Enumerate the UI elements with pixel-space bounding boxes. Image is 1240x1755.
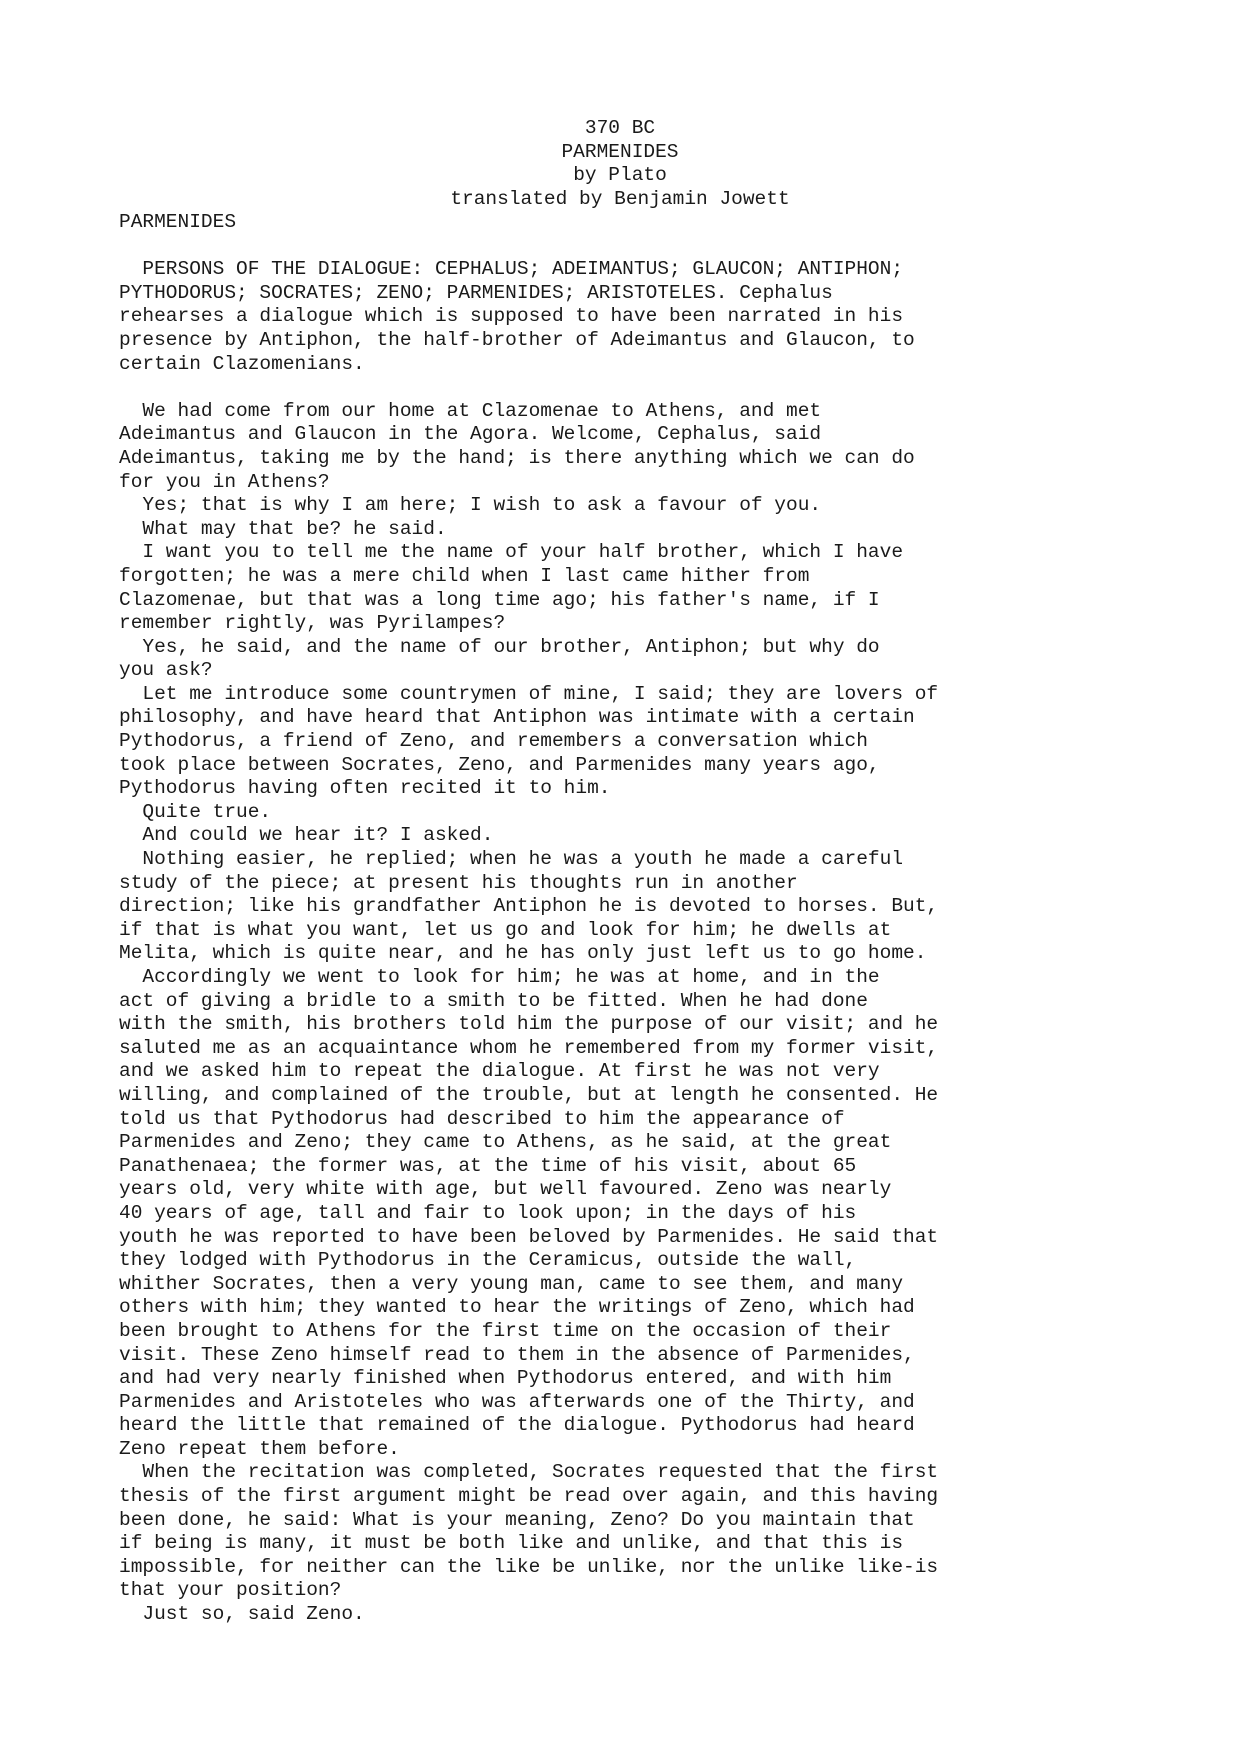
text-line: whither Socrates, then a very young man, came to see them, and many [119,1272,904,1295]
text-line: We had come from our home at Clazomenae to Athens, and met [119,399,822,422]
text-line: Let me introduce some countrymen of mine, I said; they are lovers of [119,682,939,705]
text-line: visit. These Zeno himself read to them in the absence of Parmenides, [119,1343,915,1366]
text-line [119,235,1129,259]
text-line: I want you to tell me the name of your half brother, which I have [119,541,904,564]
text-line: told us that Pythodorus had described to him the appearance of [119,1107,845,1130]
text-line: that your position? [119,1579,342,1602]
text-line: act of giving a bridle to a smith to be fitted. When he had done [119,989,868,1012]
text-line: certain Clazomenians. [119,352,365,375]
text-line: remember rightly, was Pyrilampes? [119,612,506,635]
header-translator: translated by Benjamin Jowett [450,187,790,210]
text-line: Panathenaea; the former was, at the time of his visit, about 65 [119,1154,857,1177]
text-line: and had very nearly finished when Pythodorus entered, and with him [119,1367,892,1390]
text-line: you ask? [119,659,213,682]
text-line: PARMENIDES [119,211,237,233]
text-line: others with him; they wanted to hear the writings of Zeno, which had [119,1296,915,1319]
text-line: Adeimantus and Glaucon in the Agora. Welcome, Cephalus, said [119,423,822,446]
text-line: they lodged with Pythodorus in the Ceramicus, outside the wall, [119,1249,857,1272]
text-line [119,376,1129,400]
text-line: if that is what you want, let us go and look for him; he dwells at [119,918,892,941]
header-title: PARMENIDES [561,140,679,163]
text-line: Accordingly we went to look for him; he was at home, and in the [119,966,880,988]
text-line: willing, and complained of the trouble, but at length he consented. He [119,1083,939,1106]
text-line: study of the piece; at present his thoughts run in another [119,871,798,894]
header-date: 370 BC [584,117,656,139]
text-line: philosophy, and have heard that Antiphon was intimate with a certain [119,706,915,729]
text-line: rehearses a dialogue which is supposed to have been narrated in his [119,305,904,328]
text-line: Clazomenae, but that was a long time ago; his father's name, if I [119,588,880,611]
text-line: direction; like his grandfather Antiphon he is devoted to horses. But, [119,895,939,918]
text-line: heard the little that remained of the dialogue. Pythodorus had heard [119,1414,915,1437]
text-line: saluted me as an acquaintance whom he remembered from my former visit, [119,1036,939,1059]
text-line: Nothing easier, he replied; when he was a youth he made a careful [119,848,904,871]
text-line: Pythodorus, a friend of Zeno, and remembers a conversation which [119,730,868,753]
text-line: presence by Antiphon, the half-brother of Adeimantus and Glaucon, to [119,328,915,351]
text-line: And could we hear it? I asked. [119,824,494,847]
text-line: and we asked him to repeat the dialogue. At first he was not very [119,1060,880,1083]
text-line: forgotten; he was a mere child when I last came hither from [119,564,810,587]
text-line: Quite true. [119,800,272,823]
text-line: Zeno repeat them before. [119,1437,400,1460]
text-line: Melita, which is quite near, and he has only just left us to go home. [119,942,927,965]
text-line: years old, very white with age, but well favoured. Zeno was nearly [119,1178,892,1201]
text-line: Yes; that is why I am here; I wish to ask a favour of you. [119,494,822,517]
text-line: Pythodorus having often recited it to him. [119,777,611,800]
text-line: Parmenides and Aristoteles who was afterwards one of the Thirty, and [119,1390,915,1413]
text-line: Just so, said Zeno. [119,1603,365,1626]
text-line: Adeimantus, taking me by the hand; is there anything which we can do [119,446,915,469]
text-line: took place between Socrates, Zeno, and Parmenides many years ago, [119,753,880,776]
text-line: with the smith, his brothers told him the purpose of our visit; and he [119,1013,939,1036]
text-line: been brought to Athens for the first time on the occasion of their [119,1319,892,1342]
text-line: Parmenides and Zeno; they came to Athens, as he said, at the great [119,1131,892,1154]
text-line: impossible, for neither can the like be unlike, nor the unlike like-is [119,1555,939,1578]
text-line: thesis of the first argument might be read over again, and this having [119,1485,939,1508]
body-text [119,211,1129,1627]
text-line: Yes, he said, and the name of our brother, Antiphon; but why do [119,635,880,658]
text-line: for you in Athens? [119,470,330,493]
text-line: PYTHODORUS; SOCRATES; ZENO; PARMENIDES; ARISTOTELES. Cephalus [119,281,833,304]
text-line: When the recitation was completed, Socrates requested that the first [119,1461,939,1484]
text-line: been done, he said: What is your meaning, Zeno? Do you maintain that [119,1508,915,1531]
text-line: if being is many, it must be both like and unlike, and that this is [119,1532,904,1555]
header-byline: by Plato [573,164,667,187]
text-line: 40 years of age, tall and fair to look upon; in the days of his [119,1201,857,1224]
text-line: youth he was reported to have been beloved by Parmenides. He said that [119,1225,939,1248]
text-line: PERSONS OF THE DIALOGUE: CEPHALUS; ADEIMANTUS; GLAUCON; ANTIPHON; [119,258,904,281]
text-line: What may that be? he said. [119,517,447,540]
